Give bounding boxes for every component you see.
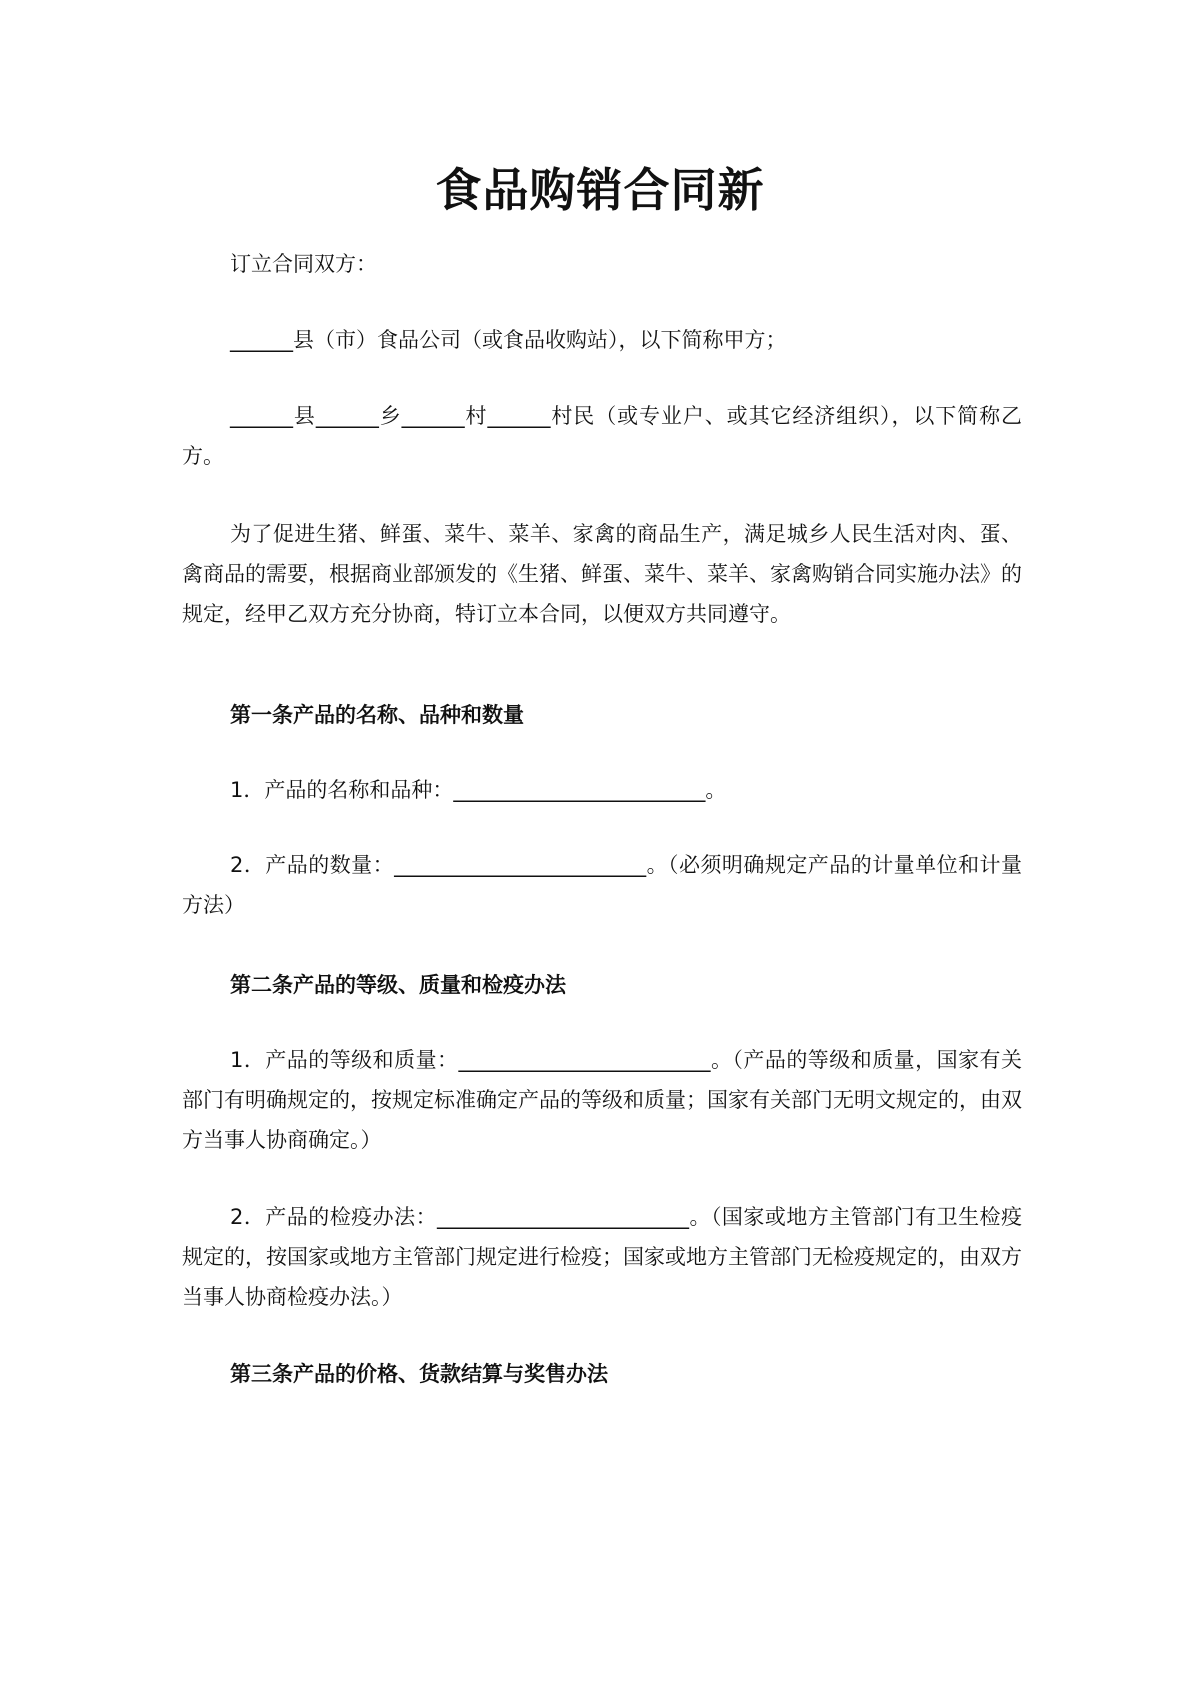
article-1-heading: 第一条产品的名称、品种和数量 bbox=[230, 703, 524, 727]
purpose-paragraph: 为了促进生猪、鲜蛋、菜牛、菜羊、家禽的商品生产，满足城乡人民生活对肉、蛋、禽商品的需要，根据商业部颁发的《生猪、鲜蛋、菜牛、菜羊、家禽购销合同实施办法》的规定，经甲乙双方充分协商，特订立本合同，以便双方共同遵守。 bbox=[182, 522, 1022, 626]
party-a-clause: ______县（市）食品公司（或食品收购站），以下简称甲方； bbox=[230, 328, 787, 352]
article-2-heading: 第二条产品的等级、质量和检疫办法 bbox=[230, 973, 566, 997]
article-2-item-2: 2．产品的检疫办法：________________________。（国家或地方主管部门有卫生检疫规定的，按国家或地方主管部门规定进行检疫；国家或地方主管部门无检疫规定的，由双方当事人协商检疫办法。） bbox=[182, 1205, 1022, 1309]
parties-intro: 订立合同双方： bbox=[230, 252, 377, 276]
document-title: 食品购销合同新 bbox=[435, 163, 765, 217]
article-3-heading: 第三条产品的价格、货款结算与奖售办法 bbox=[230, 1362, 608, 1386]
article-2-item-1: 1．产品的等级和质量：________________________。（产品的等级和质量，国家有关部门有明确规定的，按规定标准确定产品的等级和质量；国家有关部门无明文规定的，由双方当事人协商确定。） bbox=[182, 1048, 1022, 1152]
article-1-item-1: 1．产品的名称和品种：________________________。 bbox=[230, 778, 727, 802]
party-b-clause: ______县______乡______村______村民（或专业户、或其它经济组织），以下简称乙方。 bbox=[182, 404, 1022, 468]
article-1-item-2: 2．产品的数量：________________________。（必须明确规定产品的计量单位和计量方法） bbox=[182, 853, 1022, 917]
